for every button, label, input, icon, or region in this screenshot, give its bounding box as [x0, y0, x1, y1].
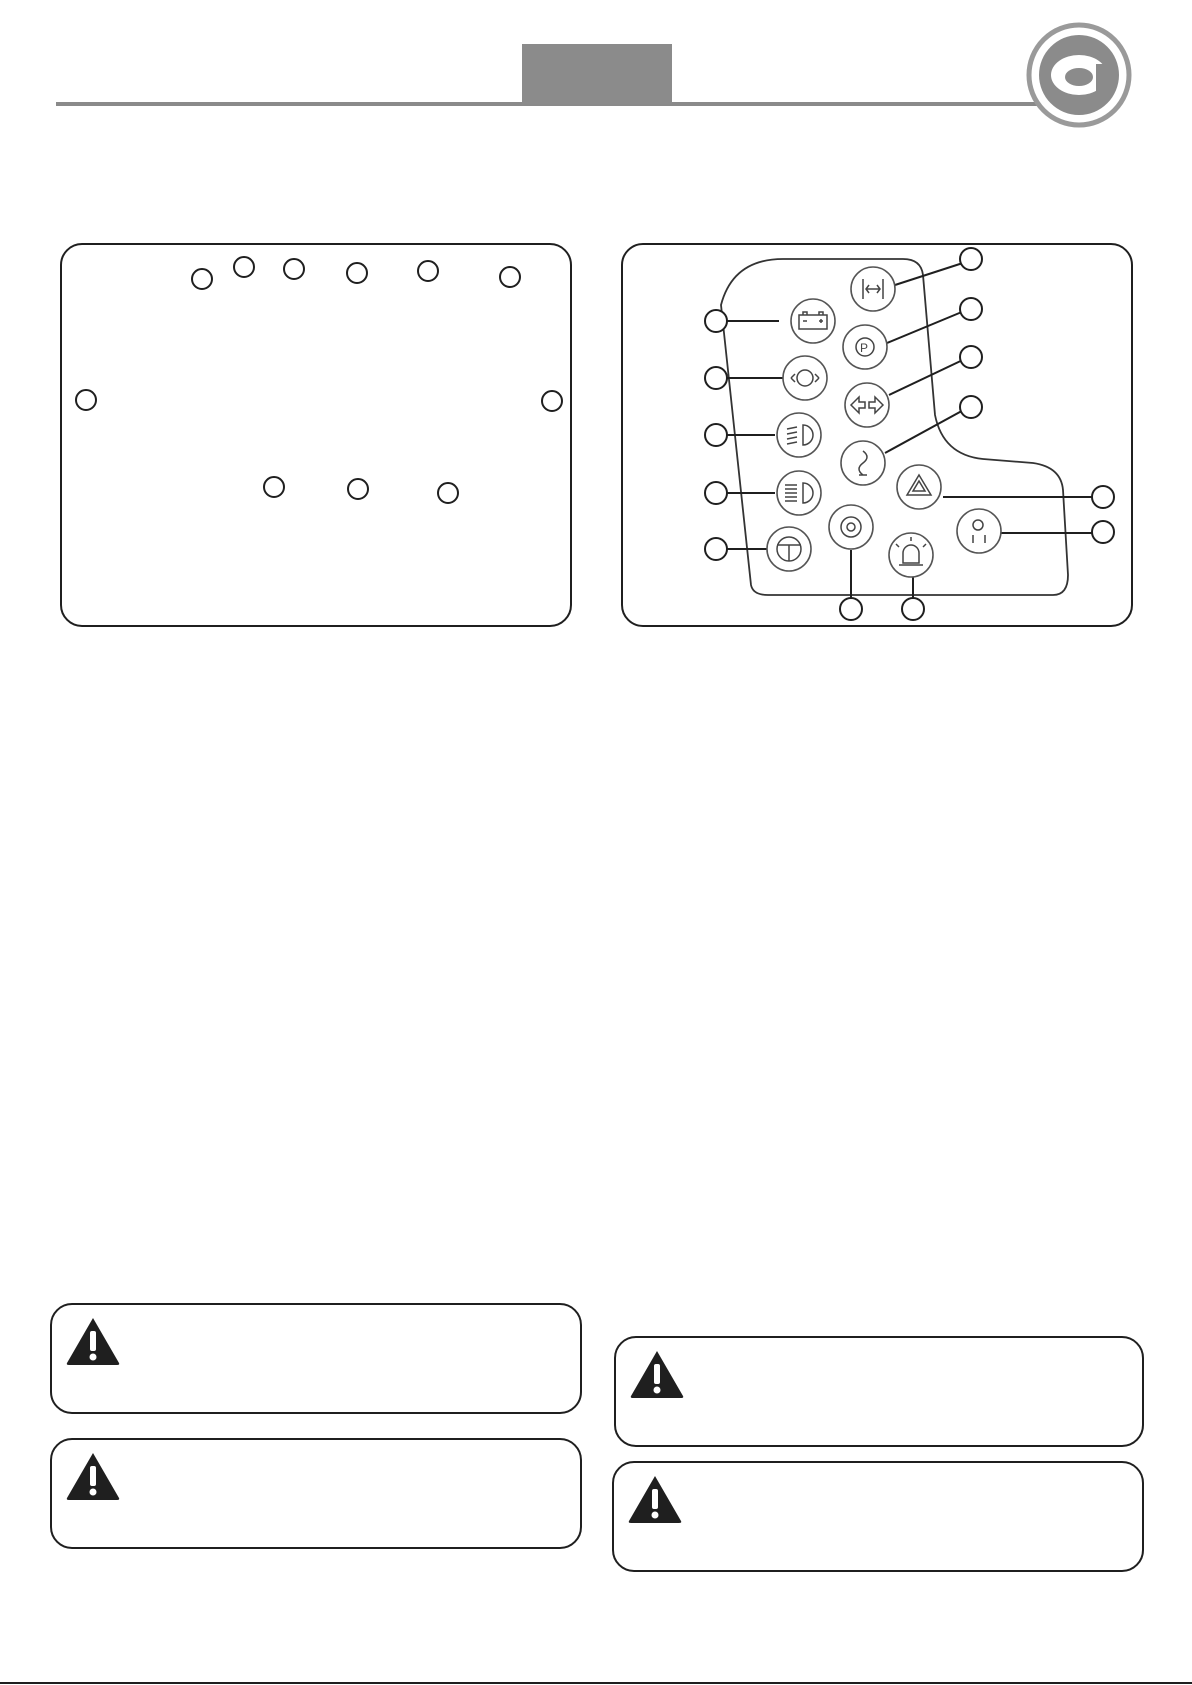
battery-lamp: [791, 299, 835, 343]
callout-marker: [418, 261, 438, 281]
brand-logo: [1024, 20, 1134, 130]
callout-marker: [705, 538, 727, 560]
indicator-cluster-panel: [621, 243, 1133, 627]
section-tab: [522, 44, 672, 104]
warning-triangle-icon: [64, 1450, 122, 1502]
callout-marker: [500, 267, 520, 287]
callout-marker: [902, 598, 924, 620]
seat-belt-lamp: [957, 509, 1001, 553]
gearbox-lamp: [829, 505, 873, 549]
warning-box: [50, 1303, 582, 1414]
footer-rule: [0, 1682, 1192, 1684]
callout-marker: [347, 263, 367, 283]
callout-marker: [284, 259, 304, 279]
callout-marker: [348, 479, 368, 499]
callout-marker: [1092, 486, 1114, 508]
callout-marker: [960, 298, 982, 320]
callout-marker: [192, 269, 212, 289]
callout-marker: [542, 391, 562, 411]
callout-marker: [264, 477, 284, 497]
callout-marker: [76, 390, 96, 410]
callout-marker: [1092, 521, 1114, 543]
callout-marker: [705, 424, 727, 446]
warning-box: [612, 1461, 1144, 1572]
callout-marker: [840, 598, 862, 620]
high-beam-lamp: [777, 471, 821, 515]
indicator-cluster-diagram: [623, 245, 1131, 625]
oil-pressure-lamp: [783, 356, 827, 400]
callout-marker: [438, 483, 458, 503]
low-beam-lamp: [777, 413, 821, 457]
callout-marker: [960, 346, 982, 368]
callout-marker: [705, 310, 727, 332]
warning-triangle-icon: [64, 1315, 122, 1367]
svg-text:P: P: [860, 341, 869, 355]
warning-box: [50, 1438, 582, 1549]
callout-marker: [234, 257, 254, 277]
warning-box: [614, 1336, 1144, 1447]
hazard-lamp: [897, 465, 941, 509]
dashboard-callouts: [62, 245, 570, 625]
callout-marker: [960, 248, 982, 270]
warning-triangle-icon: [628, 1348, 686, 1400]
dashboard-diagram-panel: [60, 243, 572, 627]
callout-marker: [705, 482, 727, 504]
warning-triangle-icon: [626, 1473, 684, 1525]
callout-marker: [705, 367, 727, 389]
callout-marker: [960, 396, 982, 418]
